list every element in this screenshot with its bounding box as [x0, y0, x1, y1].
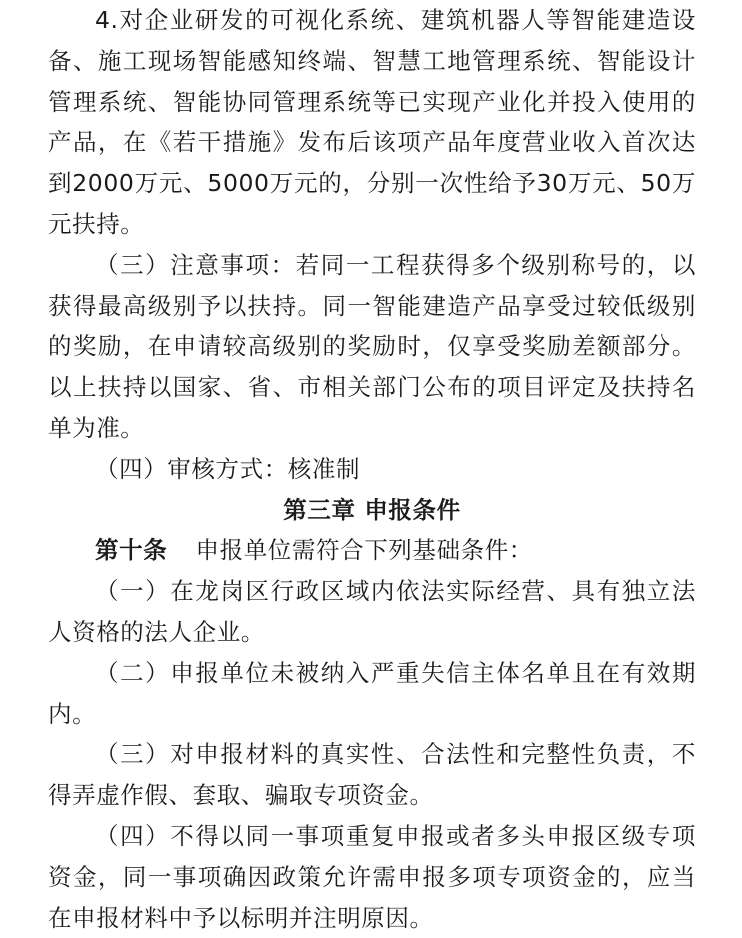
article-10: [48, 530, 696, 571]
paragraph-notes: （三）注意事项：若同一工程获得多个级别称号的，以获得最高级别予以扶持。同一智能建造产品享受过较低级别的奖励，在申请较高级别的奖励时，仅享受奖励差额部分。以上扶持以国家、省、市相关部门公布的项目评定及扶持名单为准。: [48, 250, 696, 442]
condition-2: （二）申报单位未被纳入严重失信主体名单且在有效期内。: [48, 658, 696, 728]
condition-1: （一）在龙岗区行政区域内依法实际经营、具有独立法人资格的法人企业。: [48, 577, 696, 646]
condition-3: （三）对申报材料的真实性、合法性和完整性负责，不得弄虚作假、套取、骗取专项资金。: [48, 740, 696, 810]
paragraph-review-method: （四）审核方式：核准制: [95, 454, 361, 483]
article-text: 申报单位需符合下列基础条件：: [195, 536, 533, 565]
chapter-title: 第三章 申报条件: [283, 495, 461, 524]
document-page: [48, 0, 696, 938]
article-label: 第十条: [95, 536, 168, 565]
paragraph-item-4: 4.对企业研发的可视化系统、建筑机器人等智能建造设备、施工现场智能感知终端、智慧工地管理系统、智能设计管理系统、智能协同管理系统等已实现产业化并投入使用的产品，在《若干措施》发布后该项产品年度营业收入首次达到2000万元、5000万元的，分别一次性给予30万元、50万元扶持。: [48, 6, 696, 238]
condition-4: （四）不得以同一事项重复申报或者多头申报区级专项资金，同一事项确因政策允许需申报多项专项资金的，应当在申报材料中予以标明并注明原因。: [48, 821, 696, 932]
